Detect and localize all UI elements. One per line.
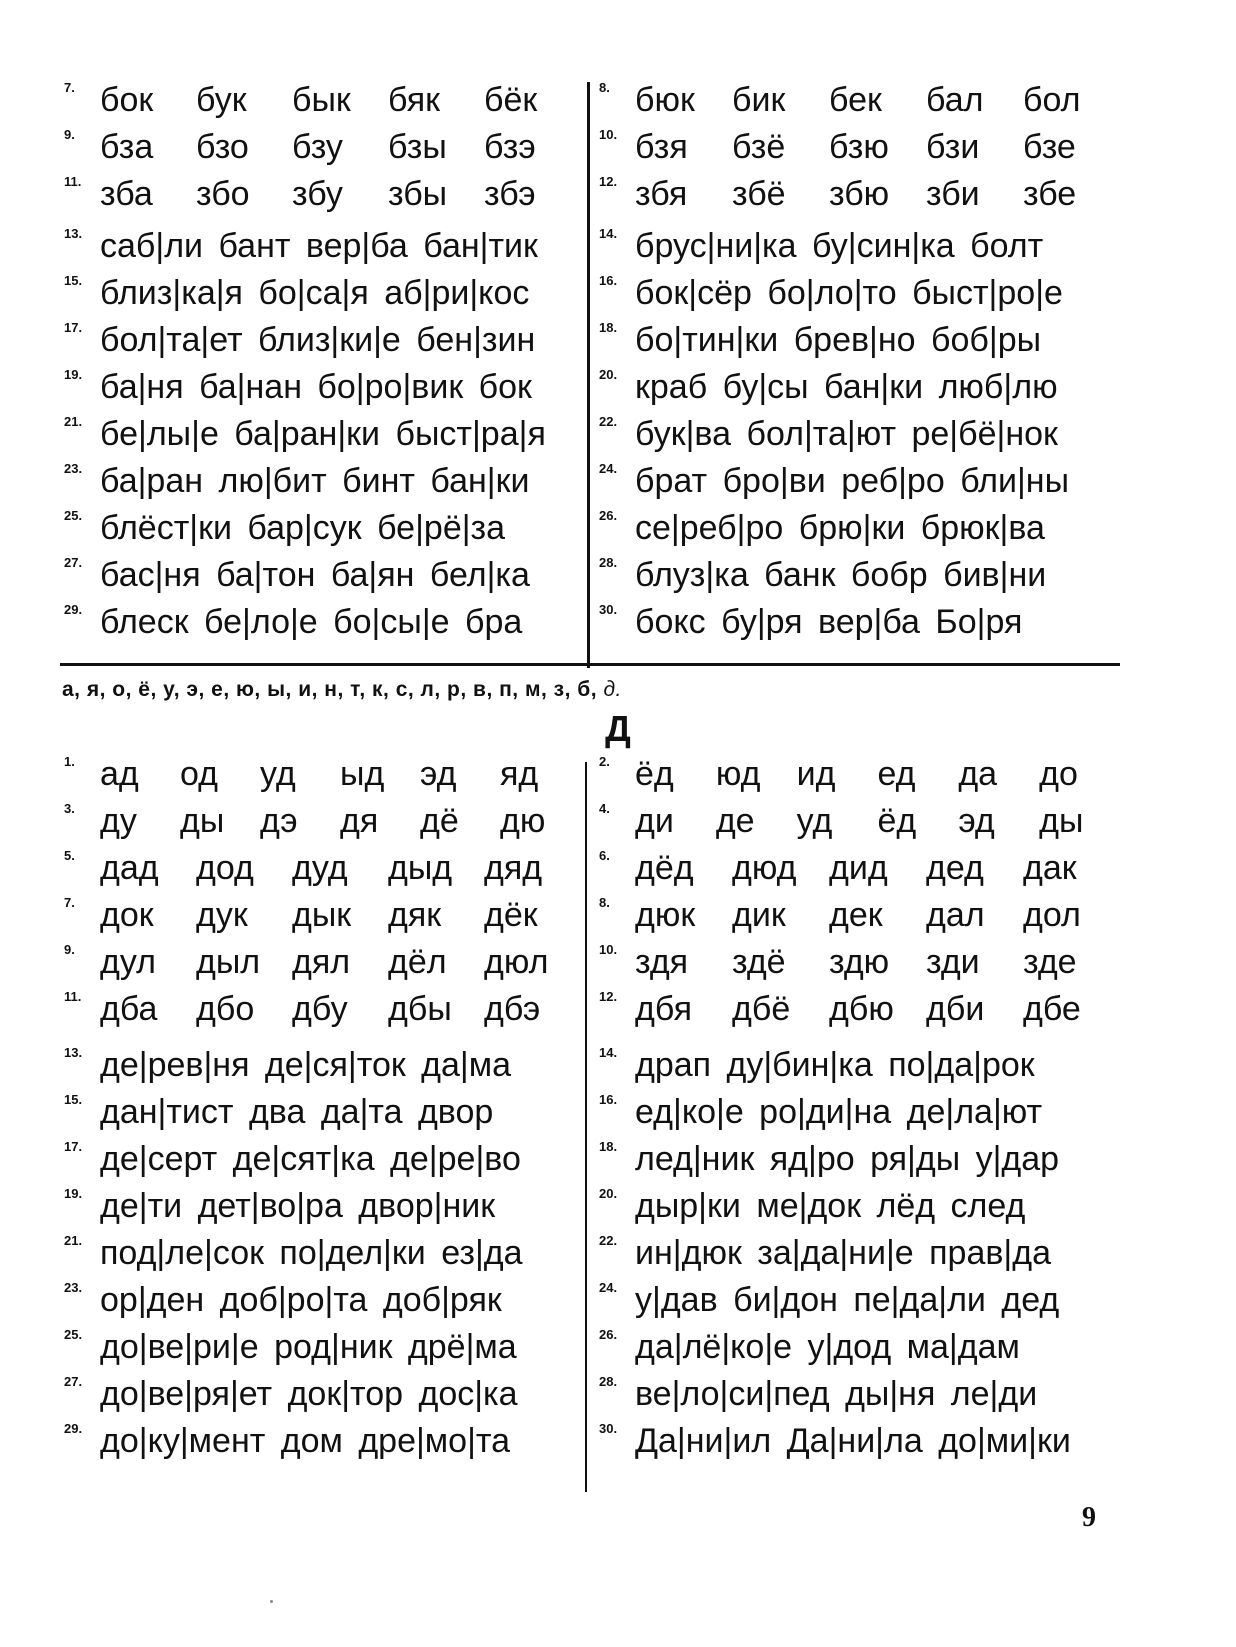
section-divider [60, 663, 1120, 666]
column-right [595, 78, 1120, 668]
exercise-number: 27. [64, 555, 83, 570]
syllable: дёк [484, 896, 538, 934]
exercise-row [60, 1419, 580, 1467]
exercise-number: 2. [599, 754, 610, 769]
exercise-number: 11. [64, 989, 82, 1004]
syllable-group [100, 987, 580, 1031]
letter-heading: Д [605, 708, 631, 749]
exercise-number: 18. [599, 1139, 618, 1154]
syllable: бзу [292, 128, 343, 166]
syllable: бук [196, 81, 247, 119]
exercise-row [595, 1137, 1120, 1185]
exercise-row [595, 1419, 1120, 1467]
exercise-number: 22. [599, 1233, 618, 1248]
print-speck [270, 1600, 273, 1603]
syllable: зба [100, 175, 153, 213]
syllable: дук [196, 896, 248, 934]
syllable: ыд [340, 755, 385, 793]
syllable: здя [635, 943, 689, 981]
exercise-number: 15. [64, 273, 83, 288]
exercise-row [60, 78, 580, 126]
exercise-row [60, 1278, 580, 1326]
exercise-number: 9. [64, 127, 75, 142]
exercise-row [60, 553, 580, 601]
exercise-number: 7. [64, 80, 75, 95]
word-line: блуз|ка банк бобр бив|ни [635, 556, 1047, 594]
exercise-number: 28. [599, 1374, 618, 1389]
syllable: дяк [388, 896, 442, 934]
exercise-row [60, 125, 580, 173]
exercise-number: 19. [64, 367, 83, 382]
column-divider [587, 82, 590, 668]
exercise-number: 21. [64, 414, 83, 429]
alphabet-line [62, 678, 622, 702]
syllable: яд [500, 755, 539, 793]
syllable: бзо [196, 128, 249, 166]
exercise-number: 23. [64, 461, 83, 476]
exercise-row [595, 125, 1120, 173]
exercise-number: 6. [599, 848, 610, 863]
syllable: збе [1023, 175, 1077, 213]
word-line: до|ве|ря|ет док|тор дос|ка [100, 1375, 518, 1413]
syllable: ид [796, 755, 836, 793]
column-left [60, 78, 580, 668]
exercise-row [595, 412, 1120, 460]
word-line: ба|ня ба|нан бо|ро|вик бок [100, 368, 532, 406]
exercise-row [60, 987, 580, 1035]
syllable: дид [829, 849, 888, 887]
exercise-number: 3. [64, 801, 75, 816]
syllable-group [100, 172, 580, 216]
exercise-row [595, 271, 1120, 319]
section-letter-b [60, 78, 1120, 668]
syllable: дыл [196, 943, 261, 981]
section-letter-d [60, 752, 1120, 1492]
exercise-number: 29. [64, 602, 83, 617]
exercise-number: 21. [64, 1233, 83, 1248]
syllable: дуд [292, 849, 348, 887]
exercise-row [60, 799, 580, 847]
exercise-row [60, 752, 580, 800]
exercise-row [60, 600, 580, 648]
syllable: дбе [1023, 990, 1081, 1028]
syllable: бол [1023, 81, 1081, 119]
exercise-row [60, 940, 580, 988]
syllable: эд [420, 755, 457, 793]
exercise-number: 25. [64, 1327, 83, 1342]
exercise-row [595, 224, 1120, 272]
syllable: бзё [732, 128, 786, 166]
exercise-row [595, 846, 1120, 894]
syllable: дад [100, 849, 159, 887]
exercise-row [595, 987, 1120, 1035]
exercise-row [595, 1325, 1120, 1373]
word-line: драп ду|бин|ка по|да|рок [635, 1046, 1035, 1084]
syllable: бзю [829, 128, 889, 166]
column-divider [585, 762, 587, 1492]
syllable: дед [926, 849, 984, 887]
exercise-row [595, 1090, 1120, 1138]
exercise-number: 5. [64, 848, 75, 863]
syllable: ды [1039, 802, 1084, 840]
syllable: уд [796, 802, 833, 840]
exercise-number: 30. [599, 602, 618, 617]
syllable: де [715, 802, 755, 840]
syllable: дюд [732, 849, 797, 887]
syllable: дя [340, 802, 379, 840]
syllable: дбу [292, 990, 348, 1028]
syllable: дё [420, 802, 459, 840]
word-line: ор|ден доб|ро|та доб|ряк [100, 1281, 502, 1319]
syllable: дэ [260, 802, 298, 840]
syllable: дак [1023, 849, 1077, 887]
exercise-number: 8. [599, 80, 610, 95]
syllable: бза [100, 128, 154, 166]
syllable-group [100, 78, 580, 122]
word-line: брат бро|ви реб|ро бли|ны [635, 462, 1070, 500]
syllable: здю [829, 943, 890, 981]
exercise-number: 20. [599, 367, 618, 382]
syllable-group [100, 125, 580, 169]
exercise-row [595, 893, 1120, 941]
word-line: де|ти дет|во|ра двор|ник [100, 1187, 496, 1225]
syllable: эд [958, 802, 995, 840]
syllable: до [1039, 755, 1078, 793]
exercise-number: 18. [599, 320, 618, 335]
exercise-row [595, 940, 1120, 988]
page-number: 9 [1082, 1502, 1096, 1533]
syllable-group [635, 940, 1120, 984]
exercise-row [595, 1372, 1120, 1420]
syllable-group [100, 846, 580, 890]
exercise-row [60, 506, 580, 554]
syllable: зде [1023, 943, 1077, 981]
word-line: ед|ко|е ро|ди|на де|ла|ют [635, 1093, 1043, 1131]
syllable: збэ [484, 175, 536, 213]
exercise-number: 7. [64, 895, 75, 910]
word-line: до|ве|ри|е род|ник дрё|ма [100, 1328, 517, 1366]
syllable: дю [500, 802, 546, 840]
exercise-number: 24. [599, 461, 618, 476]
syllable: дбэ [484, 990, 541, 1028]
syllable: бзе [1023, 128, 1076, 166]
word-line: дыр|ки ме|док лёд след [635, 1187, 1026, 1225]
syllable: бык [292, 81, 351, 119]
column-right [595, 752, 1120, 1492]
syllable: уд [260, 755, 296, 793]
exercise-row [60, 1137, 580, 1185]
exercise-row [60, 1090, 580, 1138]
exercise-row [595, 600, 1120, 648]
syllable: бек [829, 81, 882, 119]
syllable: док [100, 896, 154, 934]
syllable: бзэ [484, 128, 536, 166]
syllable: збё [732, 175, 786, 213]
syllable-group [635, 752, 1120, 796]
word-line: лед|ник яд|ро ря|ды у|дар [635, 1140, 1060, 1178]
syllable: дюл [484, 943, 549, 981]
exercise-row [595, 799, 1120, 847]
exercise-row [595, 172, 1120, 220]
syllable-group [100, 752, 580, 796]
exercise-number: 12. [599, 989, 618, 1004]
word-line: краб бу|сы бан|ки люб|лю [635, 368, 1058, 406]
syllable: бюк [635, 81, 695, 119]
exercise-row [60, 846, 580, 894]
exercise-row [60, 172, 580, 220]
exercise-row [60, 224, 580, 272]
syllable: збю [829, 175, 890, 213]
exercise-row [60, 1184, 580, 1232]
syllable: здё [732, 943, 786, 981]
column-left [60, 752, 580, 1492]
exercise-number: 25. [64, 508, 83, 523]
syllable: дбя [635, 990, 692, 1028]
syllable: дык [292, 896, 352, 934]
exercise-row [60, 1325, 580, 1373]
exercise-number: 22. [599, 414, 618, 429]
exercise-row [60, 893, 580, 941]
syllable-group [635, 987, 1120, 1031]
exercise-number: 14. [599, 1045, 618, 1060]
syllable: ед [877, 755, 916, 793]
word-line: брус|ни|ка бу|син|ка болт [635, 227, 1044, 265]
word-line: Да|ни|ил Да|ни|ла до|ми|ки [635, 1422, 1071, 1460]
exercise-number: 15. [64, 1092, 83, 1107]
syllable-group [100, 893, 580, 937]
exercise-number: 16. [599, 1092, 618, 1107]
exercise-number: 4. [599, 801, 610, 816]
syllable-group [635, 846, 1120, 890]
exercise-number: 13. [64, 1045, 83, 1060]
syllable: дюк [635, 896, 696, 934]
syllable: дал [926, 896, 985, 934]
exercise-row [595, 506, 1120, 554]
exercise-number: 17. [64, 1139, 83, 1154]
syllable: бал [926, 81, 984, 119]
syllable: бяк [388, 81, 441, 119]
exercise-number: 29. [64, 1421, 83, 1436]
exercise-row [60, 318, 580, 366]
word-line: у|дав би|дон пе|да|ли дед [635, 1281, 1060, 1319]
exercise-number: 24. [599, 1280, 618, 1295]
exercise-row [60, 412, 580, 460]
word-line: близ|ка|я бо|са|я аб|ри|кос [100, 274, 530, 312]
syllable: дбо [196, 990, 255, 1028]
word-line: де|серт де|сят|ка де|ре|во [100, 1140, 521, 1178]
word-line: блёст|ки бар|сук бе|рё|за [100, 509, 506, 547]
exercise-number: 13. [64, 226, 83, 241]
word-line: бе|лы|е ба|ран|ки быст|ра|я [100, 415, 546, 453]
syllable: збя [635, 175, 688, 213]
word-line: бо|тин|ки брев|но боб|ры [635, 321, 1042, 359]
exercise-number: 12. [599, 174, 618, 189]
exercise-row [595, 1231, 1120, 1279]
syllable: дби [926, 990, 985, 1028]
syllable: дёд [635, 849, 694, 887]
syllable: дёл [388, 943, 447, 981]
syllable: дял [292, 943, 351, 981]
syllable-group [635, 799, 1120, 843]
word-line: да|лё|ко|е у|дод ма|дам [635, 1328, 1020, 1366]
syllable: дбы [388, 990, 452, 1028]
syllable: бик [732, 81, 786, 119]
exercise-row [60, 1372, 580, 1420]
alphabet-letters: а, я, о, ё, у, э, е, ю, ы, и, н, т, к, с, л, р, в, п, м, з, б, [62, 678, 598, 701]
syllable: дыд [388, 849, 453, 887]
exercise-row [60, 271, 580, 319]
exercise-number: 10. [599, 127, 618, 142]
syllable: бзя [635, 128, 688, 166]
exercise-number: 27. [64, 1374, 83, 1389]
word-line: под|ле|сок по|дел|ки ез|да [100, 1234, 523, 1272]
syllable: дяд [484, 849, 543, 887]
word-line: бок|сёр бо|ло|то быст|ро|е [635, 274, 1063, 312]
syllable: ду [100, 802, 137, 840]
word-line: ве|ло|си|пед ды|ня ле|ди [635, 1375, 1038, 1413]
syllable: ди [635, 802, 674, 840]
exercise-row [595, 459, 1120, 507]
syllable-group [100, 940, 580, 984]
exercise-row [595, 365, 1120, 413]
syllable: бзы [388, 128, 447, 166]
syllable: бзи [926, 128, 980, 166]
alphabet-new-letter: д. [603, 678, 622, 701]
word-line: се|реб|ро брю|ки брюк|ва [635, 509, 1045, 547]
syllable: дул [100, 943, 156, 981]
word-line: бук|ва бол|та|ют ре|бё|нок [635, 415, 1058, 453]
word-line: ба|ран лю|бит бинт бан|ки [100, 462, 530, 500]
syllable: дба [100, 990, 158, 1028]
exercise-number: 1. [64, 754, 75, 769]
word-line: блеск бе|ло|е бо|сы|е бра [100, 603, 523, 641]
syllable: ды [180, 802, 225, 840]
syllable: дол [1023, 896, 1081, 934]
syllable-group [635, 893, 1120, 937]
syllable: збы [388, 175, 448, 213]
syllable: збу [292, 175, 343, 213]
exercise-row [595, 553, 1120, 601]
syllable: зди [926, 943, 980, 981]
exercise-row [60, 1231, 580, 1279]
exercise-row [60, 1043, 580, 1091]
syllable: дбю [829, 990, 894, 1028]
exercise-number: 11. [64, 174, 82, 189]
exercise-number: 28. [599, 555, 618, 570]
exercise-number: 14. [599, 226, 618, 241]
syllable: ёд [877, 802, 917, 840]
syllable: бок [100, 81, 154, 119]
syllable: да [958, 755, 998, 793]
exercise-number: 26. [599, 1327, 618, 1342]
syllable: зби [926, 175, 980, 213]
exercise-number: 17. [64, 320, 83, 335]
syllable: дек [829, 896, 883, 934]
syllable: од [180, 755, 219, 793]
word-line: бол|та|ет близ|ки|е бен|зин [100, 321, 536, 359]
word-line: ин|дюк за|да|ни|е прав|да [635, 1234, 1051, 1272]
syllable-group [100, 799, 580, 843]
exercise-row [60, 365, 580, 413]
exercise-number: 30. [599, 1421, 618, 1436]
syllable: дод [196, 849, 254, 887]
syllable-group [635, 125, 1120, 169]
exercise-row [595, 1043, 1120, 1091]
word-line: де|рев|ня де|ся|ток да|ма [100, 1046, 512, 1084]
syllable: бёк [484, 81, 538, 119]
syllable: ад [100, 755, 139, 793]
syllable: юд [715, 755, 761, 793]
exercise-row [595, 752, 1120, 800]
syllable: ёд [635, 755, 674, 793]
exercise-number: 23. [64, 1280, 83, 1295]
syllable: збо [196, 175, 250, 213]
exercise-number: 19. [64, 1186, 83, 1201]
exercise-number: 26. [599, 508, 618, 523]
word-line: бокс бу|ря вер|ба Бо|ря [635, 603, 1023, 641]
exercise-row [595, 1184, 1120, 1232]
syllable: дик [732, 896, 786, 934]
syllable-group [635, 78, 1120, 122]
exercise-number: 9. [64, 942, 75, 957]
word-line: саб|ли бант вер|ба бан|тик [100, 227, 538, 265]
exercise-number: 8. [599, 895, 610, 910]
syllable-group [635, 172, 1120, 216]
exercise-row [60, 459, 580, 507]
exercise-number: 16. [599, 273, 618, 288]
exercise-number: 20. [599, 1186, 618, 1201]
word-line: до|ку|мент дом дре|мо|та [100, 1422, 511, 1460]
exercise-row [595, 1278, 1120, 1326]
syllable: дбё [732, 990, 791, 1028]
word-line: дан|тист два да|та двор [100, 1093, 494, 1131]
exercise-row [595, 318, 1120, 366]
word-line: бас|ня ба|тон ба|ян бел|ка [100, 556, 530, 594]
exercise-row [595, 78, 1120, 126]
exercise-number: 10. [599, 942, 618, 957]
